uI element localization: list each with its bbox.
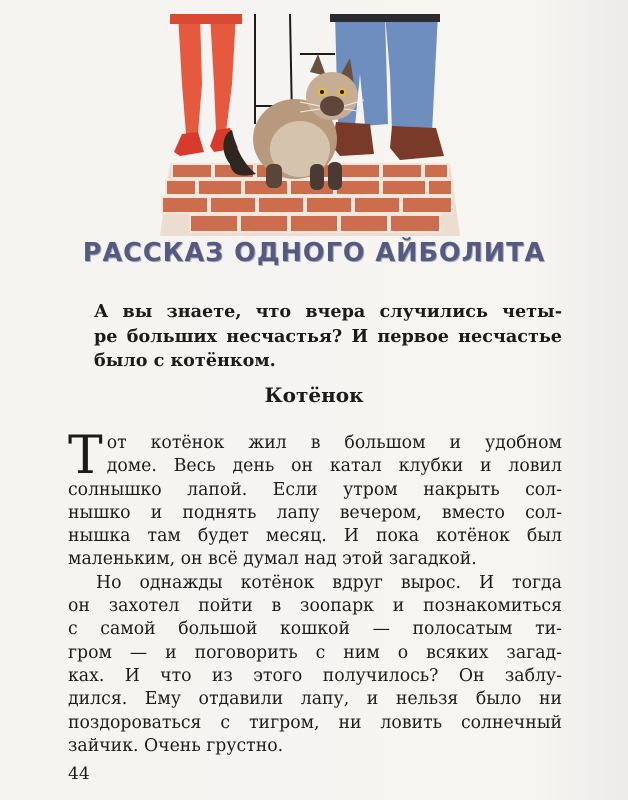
text-line: нышко и поднять лапу вечером, вместо сол- (68, 502, 562, 523)
drop-cap: Т (68, 426, 103, 486)
text-line: маленьким, он всё думал над этой загадкой. (68, 549, 477, 570)
text-line: нышка там будет месяц. И пока котёнок был (68, 526, 562, 547)
text-line: гром — и поговорить с ним о всяких загад- (68, 642, 562, 663)
story-body (68, 426, 562, 758)
text-line: с самой большой кошкой — полосатым ти- (68, 619, 562, 640)
text-line: солнышко лапой. Если утром накрыть сол- (68, 479, 562, 500)
text-line: поздороваться с тигром, ни ловить солнечный (68, 712, 562, 733)
page-number: 44 (68, 764, 90, 784)
intro-paragraph (94, 300, 562, 374)
illustration-cat-on-tiles (160, 14, 460, 236)
text-line: дился. Ему отдавили лапу, и нельзя было ни (68, 689, 562, 710)
text-line: от котёнок жил в большом и удобном (106, 433, 562, 453)
intro-line: было с котёнком. (94, 350, 276, 371)
text-line: зайчик. Очень грустно. (68, 735, 284, 756)
intro-line: А вы знаете, что вчера случились четы- (94, 301, 562, 322)
text-line: ках. И что из этого получилось? Он заблу- (68, 665, 562, 686)
text-line: Но однажды котёнок вдруг вырос. И тогда (96, 572, 562, 593)
story-title: РАССКАЗ ОДНОГО АЙБОЛИТА (82, 238, 546, 268)
text-line: доме. Весь день он катал клубки и ловил (106, 456, 562, 477)
chapter-title: Котёнок (264, 383, 364, 407)
intro-line: ре больших несчастья? И первое несчастье (94, 325, 562, 347)
paragraph-1 (68, 426, 562, 486)
text-line: он захотел пойти в зоопарк и познакомиться (68, 596, 562, 617)
